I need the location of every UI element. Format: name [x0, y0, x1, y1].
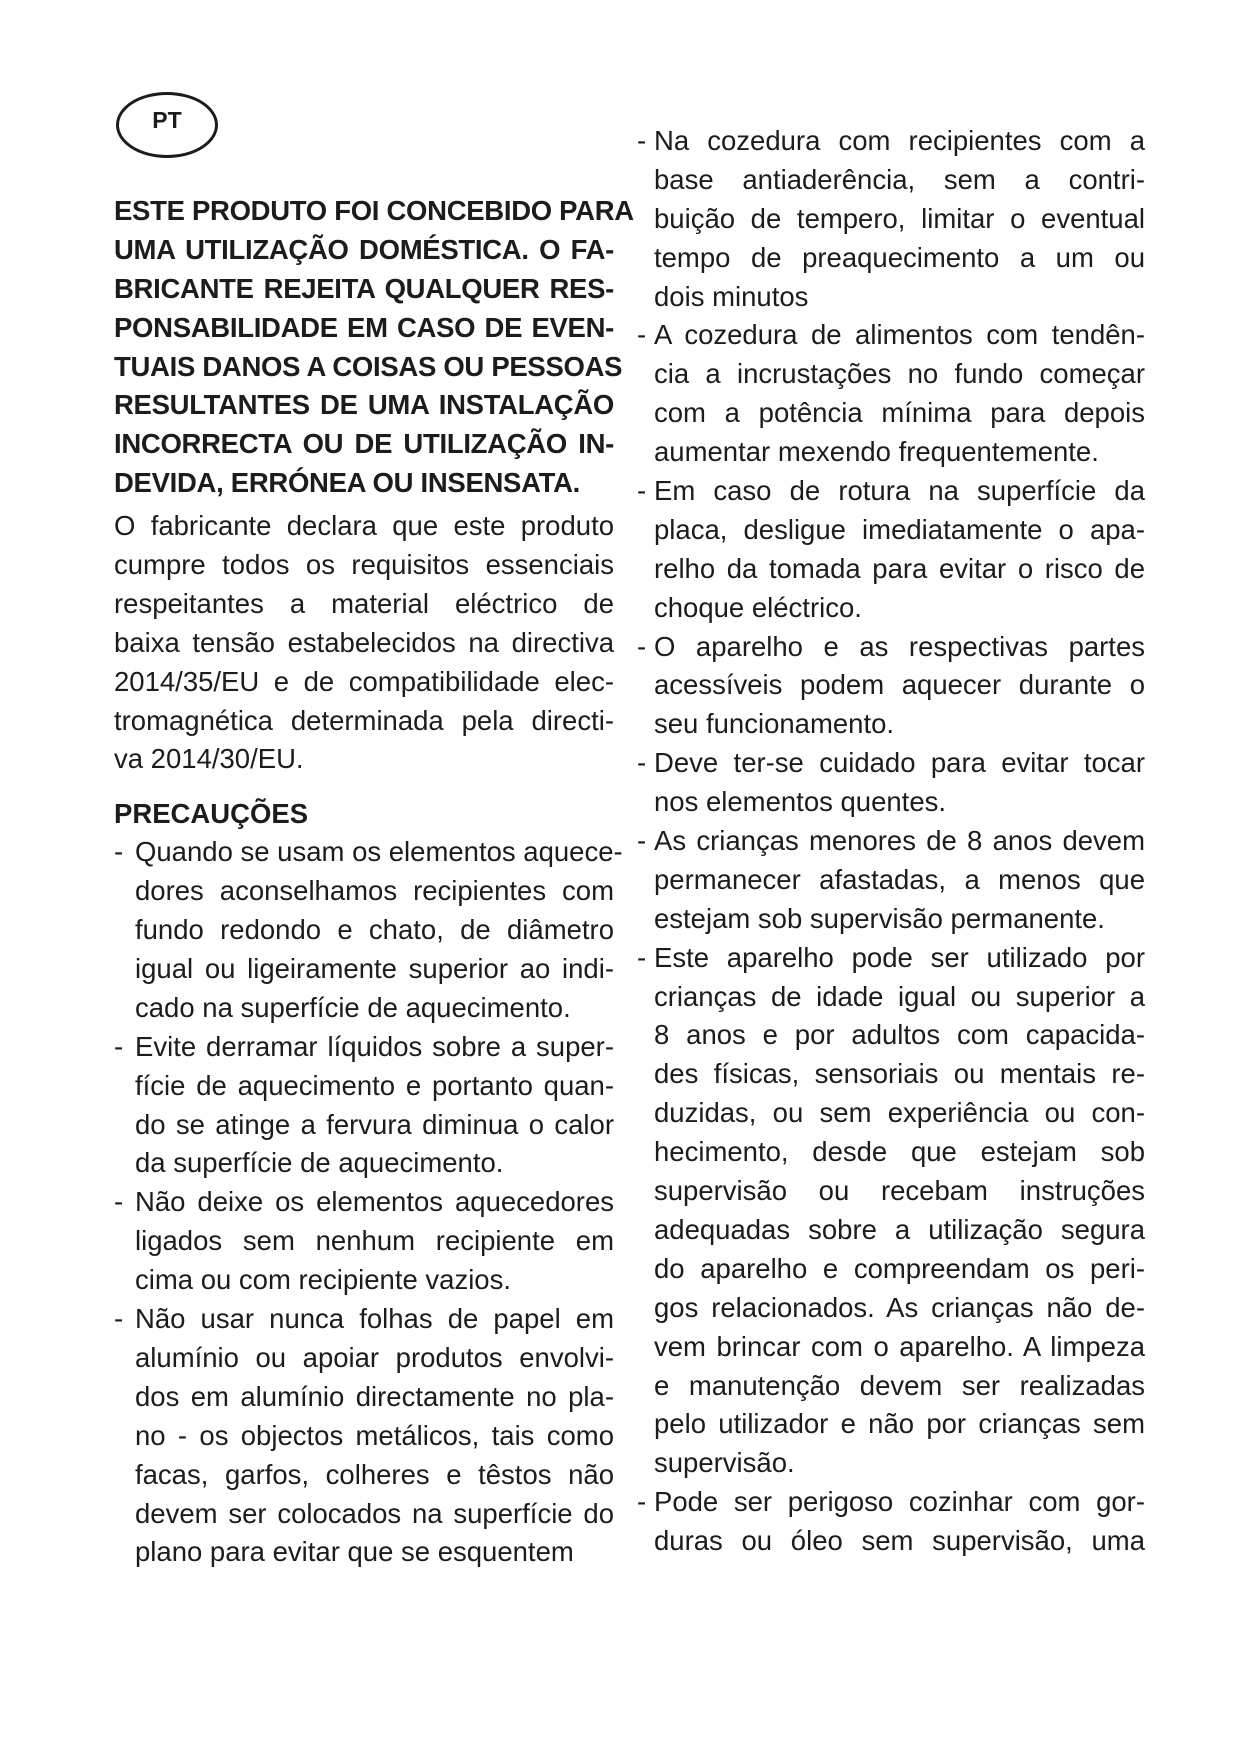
notice-line: RESULTANTES DE UMA INSTALAÇÃO [114, 389, 614, 421]
notice-line: TUAIS DANOS A COISAS OU PESSOAS [114, 350, 623, 382]
declaration-line: baixa tensão estabelecidos na directiva [114, 626, 614, 658]
item-line: Pode ser perigoso cozinhar com gor- [654, 1486, 1145, 1518]
item-line: dores aconselhamos recipientes com [135, 875, 614, 907]
item-line: duzidas, ou sem experiência ou con- [654, 1097, 1145, 1129]
declaration-line: cumpre todos os requisitos essenciais [114, 549, 614, 581]
item-line: Evite derramar líquidos sobre a super- [135, 1030, 614, 1062]
item-line: com a potência mínima para depois [654, 397, 1145, 429]
conformity-declaration [114, 507, 614, 779]
item-line: facas, garfos, colheres e têstos não [135, 1458, 614, 1490]
precaution-item [114, 1028, 614, 1184]
item-line: acessíveis podem aquecer durante o [654, 669, 1145, 701]
left-column [114, 192, 634, 1572]
item-line: buição de tempero, limitar o eventual [654, 202, 1145, 234]
item-line: seu funcionamento. [654, 708, 895, 740]
declaration-line: O fabricante declara que este produto [114, 510, 614, 542]
item-line: dois minutos [654, 280, 809, 312]
list-dash: - [637, 941, 647, 973]
item-line: gos relacionados. As crianças não de- [654, 1291, 1145, 1323]
list-dash: - [114, 1186, 124, 1218]
list-dash: - [637, 1486, 647, 1518]
item-line: igual ou ligeiramente superior ao indi- [135, 953, 614, 985]
precaution-item [637, 822, 1145, 939]
item-line: 8 anos e por adultos com capacida- [654, 1019, 1145, 1051]
item-line: nos elementos quentes. [654, 786, 946, 818]
item-line: hecimento, desde que estejam sob [654, 1136, 1145, 1168]
item-line: Este aparelho pode ser utilizado por [654, 941, 1145, 973]
domestic-use-notice [114, 192, 634, 503]
precaution-item [114, 1183, 614, 1300]
item-line: no - os objectos metálicos, tais como [135, 1419, 614, 1451]
item-line: vem brincar com o aparelho. A limpeza [654, 1330, 1145, 1362]
item-line: relho da tomada para evitar o risco de [654, 552, 1145, 584]
list-dash: - [637, 319, 647, 351]
notice-line: BRICANTE REJEITA QUALQUER RES- [114, 272, 614, 304]
list-dash: - [637, 475, 647, 507]
notice-line: UMA UTILIZAÇÃO DOMÉSTICA. O FA- [114, 233, 614, 265]
item-line: do se atinge a fervura diminua o calor [135, 1108, 614, 1140]
language-code: PT [152, 106, 182, 133]
item-line: O aparelho e as respectivas partes [654, 630, 1145, 662]
list-dash: - [637, 825, 647, 857]
item-line: A cozedura de alimentos com tendên- [654, 319, 1145, 351]
item-line: devem ser colocados na superfície do [135, 1497, 614, 1529]
item-line: permanecer afastadas, a menos que [654, 863, 1145, 895]
language-badge [116, 92, 218, 158]
item-line: e manutenção devem ser realizadas [654, 1369, 1145, 1401]
precaution-item [637, 316, 1145, 472]
list-dash: - [114, 1030, 124, 1062]
item-line: dos em alumínio directamente no pla- [135, 1380, 614, 1412]
item-line: cado na superfície de aquecimento. [135, 991, 571, 1023]
item-line: fície de aquecimento e portanto quan- [135, 1069, 614, 1101]
precaution-item [637, 1483, 1145, 1561]
item-line: adequadas sobre a utilização segura [654, 1213, 1145, 1245]
right-column [637, 122, 1145, 1561]
item-line: pelo utilizador e não por crianças sem [654, 1408, 1145, 1440]
item-line: Quando se usam os elementos aquece- [135, 836, 623, 868]
item-line: supervisão ou recebam instruções [654, 1175, 1145, 1207]
item-line: supervisão. [654, 1447, 795, 1479]
item-line: do aparelho e compreendam os peri- [654, 1252, 1145, 1284]
item-line: Não deixe os elementos aquecedores [135, 1186, 614, 1218]
item-line: fundo redondo e chato, de diâmetro [135, 914, 614, 946]
notice-line: ESTE PRODUTO FOI CONCEBIDO PARA [114, 195, 634, 226]
item-line: cia a incrustações no fundo começar [654, 358, 1145, 390]
precaution-item [114, 833, 623, 1027]
declaration-line: 2014/35/EU e de compatibilidade elec- [114, 665, 614, 697]
item-line: alumínio ou apoiar produtos envolvi- [135, 1341, 614, 1373]
item-line: da superfície de aquecimento. [135, 1147, 504, 1179]
item-line: des físicas, sensoriais ou mentais re- [654, 1058, 1145, 1090]
item-line: aumentar mexendo frequentemente. [654, 436, 1099, 468]
item-line: placa, desligue imediatamente o apa- [654, 513, 1145, 545]
notice-line: PONSABILIDADE EM CASO DE EVEN- [114, 311, 614, 343]
declaration-line: va 2014/30/EU. [114, 743, 304, 775]
item-line: crianças de idade igual ou superior a [654, 980, 1145, 1012]
precaution-item [637, 939, 1145, 1483]
notice-line: INCORRECTA OU DE UTILIZAÇÃO IN- [114, 428, 614, 460]
item-line: Não usar nunca folhas de papel em [135, 1303, 614, 1335]
list-dash: - [114, 836, 124, 868]
notice-line: DEVIDA, ERRÓNEA OU INSENSATA. [114, 467, 580, 499]
precautions-heading: PRECAUÇÕES [114, 798, 309, 830]
list-dash: - [637, 125, 647, 156]
declaration-line: tromagnética determinada pela directi- [114, 704, 614, 736]
item-line: Em caso de rotura na superfície da [654, 475, 1145, 507]
declaration-line: respeitantes a material eléctrico de [114, 587, 614, 619]
item-line: base antiaderência, sem a contri- [654, 163, 1145, 195]
item-line: ligados sem nenhum recipiente em [135, 1225, 614, 1257]
item-line: As crianças menores de 8 anos devem [654, 825, 1145, 857]
item-line: Na cozedura com recipientes com a [654, 125, 1145, 156]
item-line: choque eléctrico. [654, 591, 862, 623]
item-line: duras ou óleo sem supervisão, uma [654, 1525, 1145, 1557]
precaution-item [637, 628, 1145, 745]
precaution-item [637, 744, 1145, 822]
item-line: plano para evitar que se esquentem [135, 1536, 574, 1568]
list-dash: - [114, 1303, 124, 1335]
item-line: Deve ter-se cuidado para evitar tocar [654, 747, 1145, 779]
item-line: cima ou com recipiente vazios. [135, 1264, 511, 1296]
list-dash: - [637, 747, 647, 779]
list-dash: - [637, 630, 647, 662]
precaution-item [114, 1300, 614, 1572]
item-line: estejam sob supervisão permanente. [654, 902, 1105, 934]
item-line: tempo de preaquecimento a um ou [654, 241, 1145, 273]
precaution-item [637, 122, 1145, 316]
precaution-item [637, 472, 1145, 628]
